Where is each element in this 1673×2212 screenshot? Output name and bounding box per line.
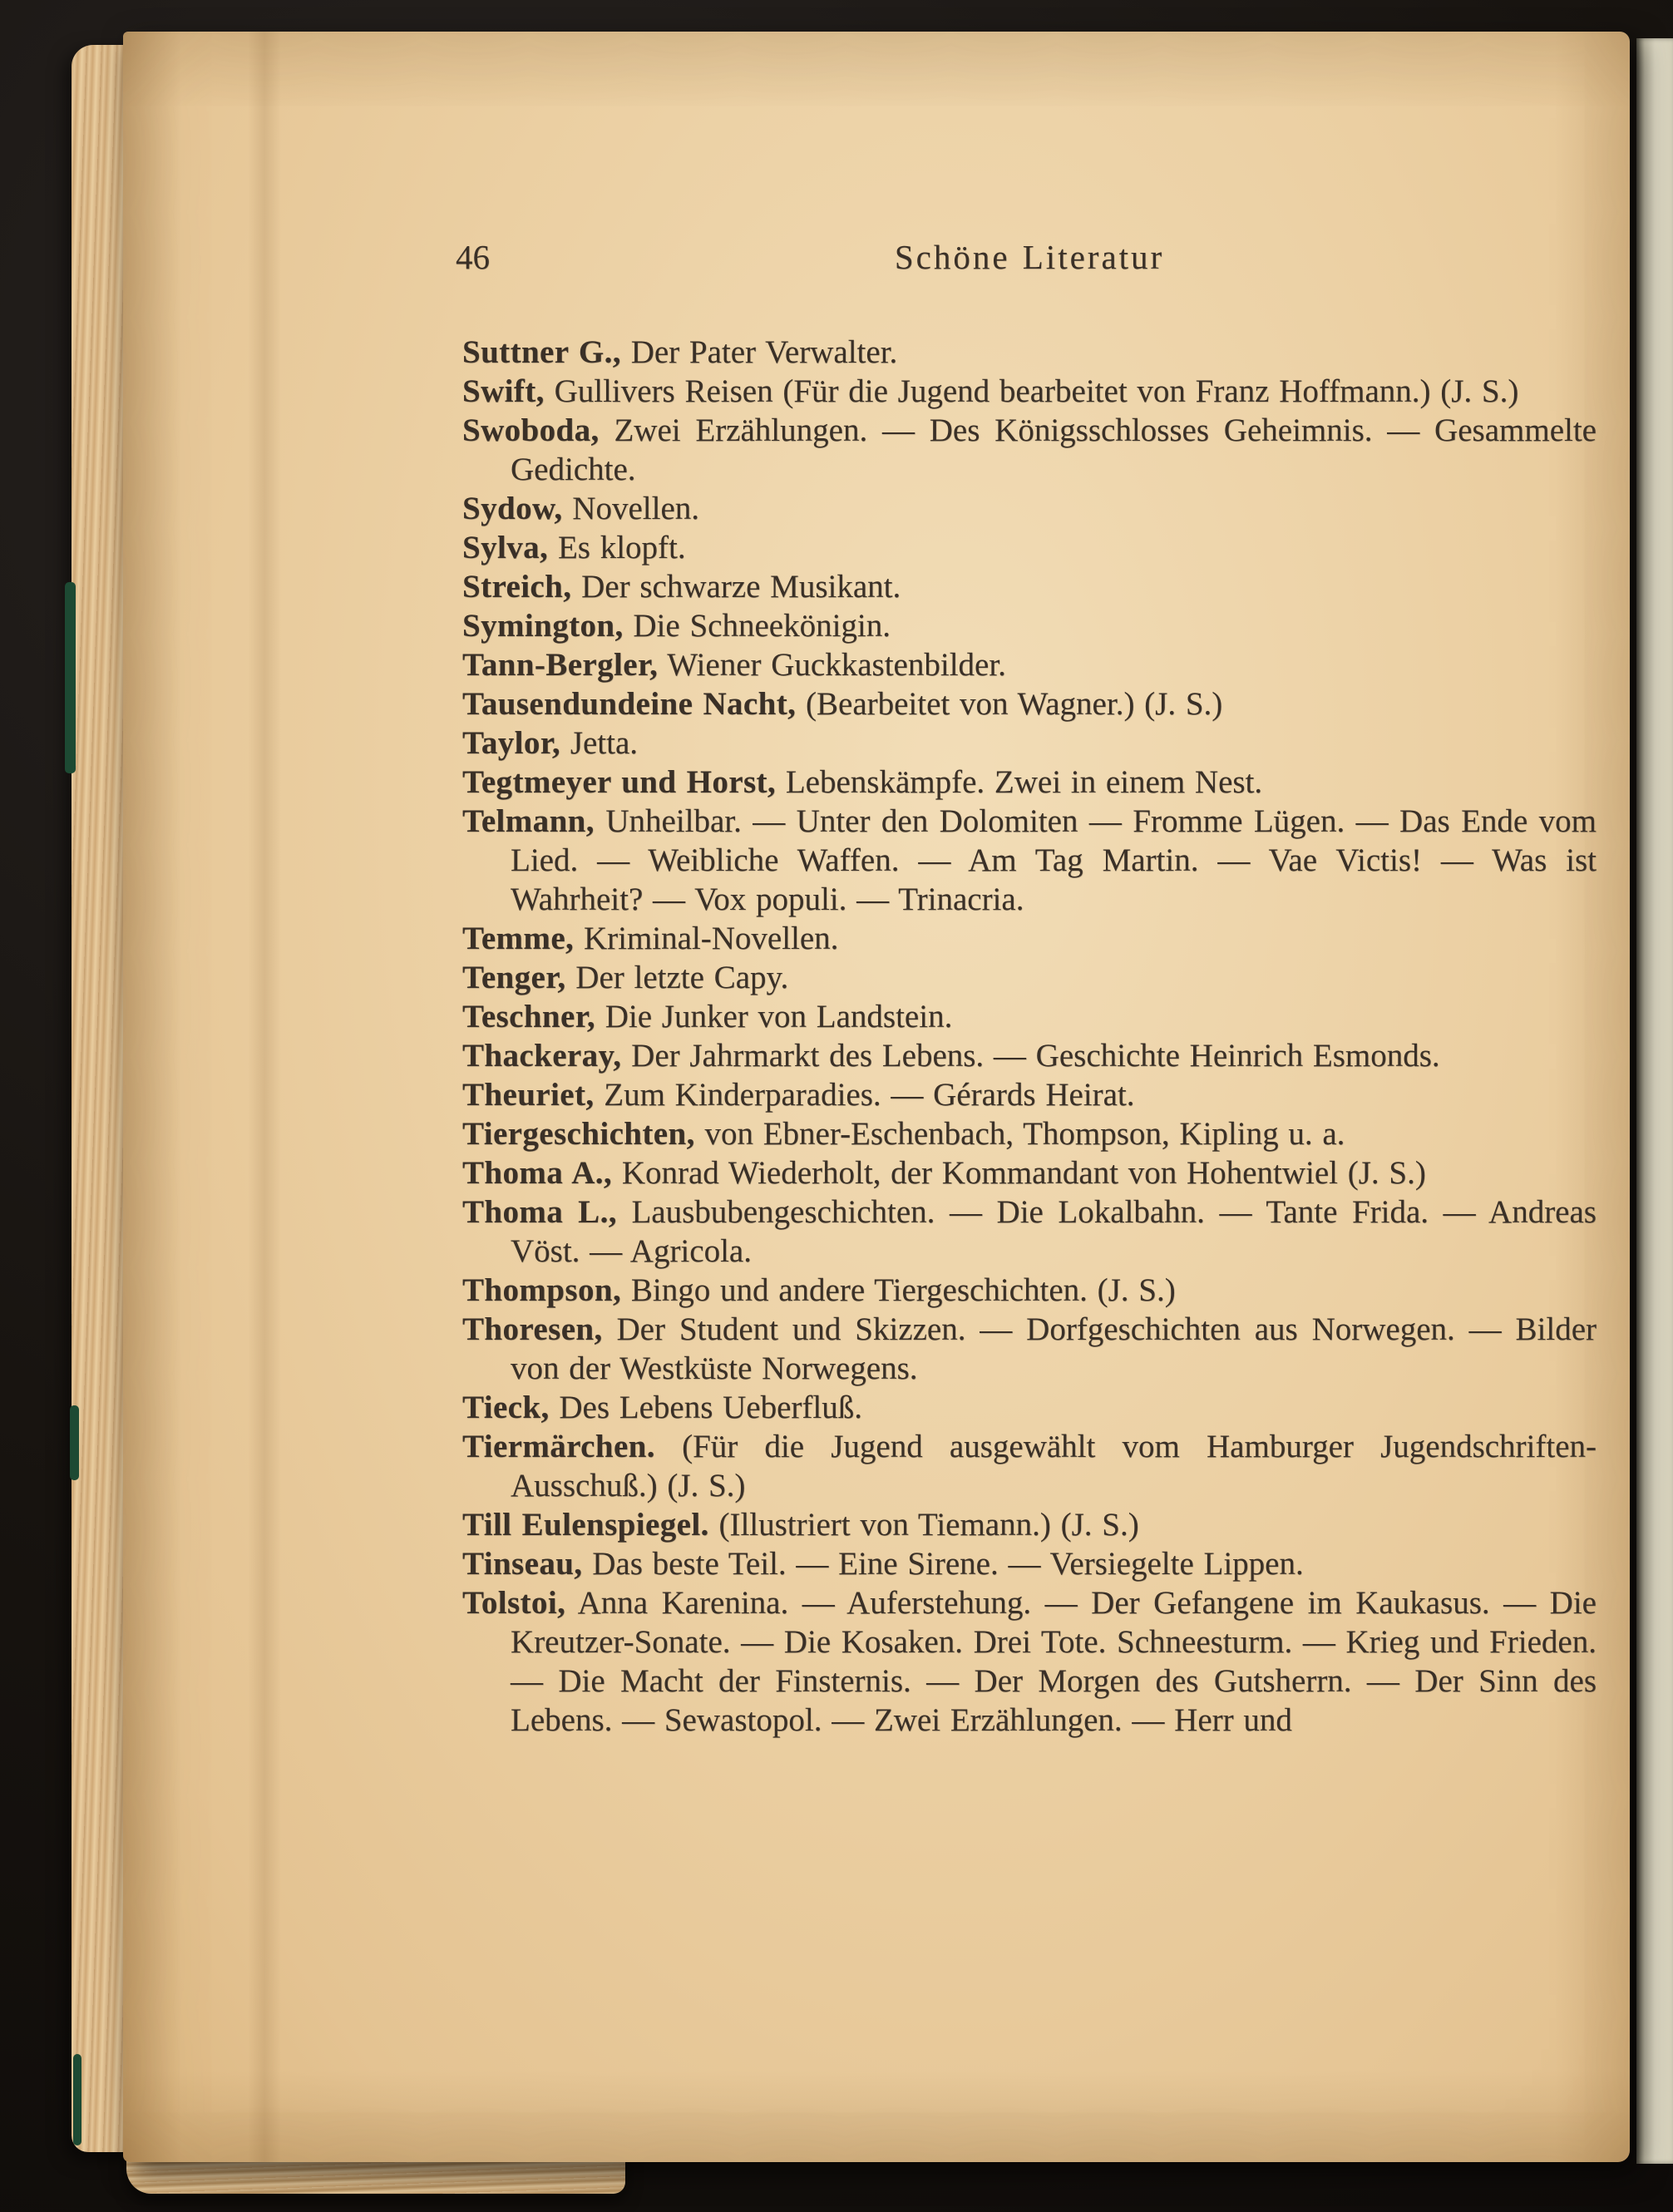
entry-author: Tenger, [462,960,566,995]
entry-author: Temme, [462,921,575,956]
entry-titles: von Ebner-Eschenbach, Thompson, Kipling u. a. [694,1116,1345,1152]
catalog-entry [462,1271,1597,1310]
catalog-entry [462,1153,1597,1192]
entry-titles: (Illustriert von Tiemann.) (J. S.) [708,1507,1139,1543]
catalog-entry [462,1075,1597,1114]
entry-author: Tegtmeyer und Horst, [462,764,777,800]
entry-titles: Jetta. [560,725,639,761]
entry-titles: Der letzte Capy. [565,960,789,995]
entry-author: Tann-Bergler, [462,647,659,683]
entry-titles: Lausbubengeschichten. — Die Lokalbahn. — Tante Frida. — Andreas Vöst. — Agricola. [511,1194,1597,1269]
book-cover-edge [70,1405,79,1480]
page-header [456,238,1597,281]
entry-author: Thompson, [462,1272,622,1308]
entry-titles: Wiener Guckkastenbilder. [658,647,1006,683]
entry-titles: Lebenskämpfe. Zwei in einem Nest. [776,764,1263,800]
catalog-entry [462,1388,1597,1427]
catalog-entry [462,1310,1597,1388]
entry-author: Suttner G., [462,334,621,370]
catalog-entry [462,411,1597,489]
catalog-entry [462,1036,1597,1075]
entry-titles: Das beste Teil. — Eine Sirene. — Versiegelte Lippen. [582,1546,1304,1582]
entry-author: Tinseau, [462,1546,583,1582]
catalog-entry [462,1583,1597,1740]
catalog-entry [462,489,1597,528]
entry-author: Tiermärchen. [462,1429,655,1464]
catalog-entry [462,333,1597,372]
page-crease [248,32,281,2162]
entry-author: Tausendundeine Nacht, [462,686,797,722]
entry-author: Thoresen, [462,1311,603,1347]
catalog-entry [462,723,1597,763]
entry-titles: Unheilbar. — Unter den Dolomiten — Fromme Lügen. — Das Ende vom Lied. — Weibliche Waffen. — Am Tag Martin. — Vae Victis! — Was ist Wahrheit? — Vox populi. — Trinacria. [511,803,1597,917]
entry-titles: Kriminal-Novellen. [574,921,839,956]
entry-titles: Novellen. [562,491,700,526]
page-text-column [456,238,1597,1740]
entry-author: Thackeray, [462,1038,622,1074]
entry-author: Tieck, [462,1390,550,1425]
entry-author: Streich, [462,569,572,605]
running-header: Schöne Literatur [894,238,1165,276]
entry-author: Taylor, [462,725,561,761]
entry-author: Thoma L., [462,1194,617,1230]
catalog-entry [462,684,1597,723]
entry-author: Teschner, [462,999,595,1034]
catalog-entry [462,1544,1597,1583]
catalog-entry [462,1114,1597,1153]
entry-titles: Bingo und andere Tiergeschichten. (J. S.) [621,1272,1176,1308]
entry-author: Till Eulenspiegel. [462,1507,709,1543]
entry-titles: Der Jahrmarkt des Lebens. — Geschichte Heinrich Esmonds. [621,1038,1440,1074]
entry-titles: Des Lebens Ueberfluß. [549,1390,862,1425]
entry-author: Thoma A., [462,1155,613,1191]
book-page [123,32,1630,2162]
entry-titles: (Bearbeitet von Wagner.) (J. S.) [796,686,1223,722]
catalog-entry [462,1192,1597,1271]
entry-titles: Es klopft. [548,530,686,565]
entry-author: Tolstoi, [462,1585,566,1621]
entry-titles: Der schwarze Musikant. [571,569,901,605]
entry-titles: Anna Karenina. — Auferstehung. — Der Gefangene im Kaukasus. — Die Kreutzer-Sonate. — Die Kosaken. Drei Tote. Schneesturm. — Krieg und Frieden. — Die Macht der Finsternis. — Der Morgen des Gutsherrn. — Der Sinn des Lebens. — Sewastopol. — Zwei Erzählungen. — Herr und [511,1585,1597,1738]
catalog-entry [462,1505,1597,1544]
entry-titles: (Für die Jugend ausgewählt vom Hamburger Jugendschriften-Ausschuß.) (J. S.) [511,1429,1597,1503]
page-number: 46 [456,238,490,276]
catalog-entry [462,645,1597,684]
entry-titles: Die Junker von Landstein. [595,999,953,1034]
entry-author: Swoboda, [462,412,600,448]
entry-author: Symington, [462,608,624,644]
catalog-entry [462,802,1597,919]
book-cover-edge [73,2054,81,2145]
catalog-entry [462,567,1597,606]
entry-author: Theuriet, [462,1077,595,1113]
entry-titles: Zum Kinderparadies. — Gérards Heirat. [594,1077,1135,1113]
catalog-entry [462,958,1597,997]
entry-author: Tiergeschichten, [462,1116,695,1152]
entry-titles: Der Pater Verwalter. [620,334,898,370]
entry-author: Swift, [462,373,545,409]
entry-author: Telmann, [462,803,595,839]
catalog-entry [462,919,1597,958]
entry-list [462,333,1597,1740]
catalog-entry [462,606,1597,645]
entry-author: Sydow, [462,491,563,526]
entry-titles: Gullivers Reisen (Für die Jugend bearbeitet von Franz Hoffmann.) (J. S.) [544,373,1519,409]
entry-titles: Die Schneekönigin. [623,608,891,644]
catalog-entry [462,528,1597,567]
entry-titles: Zwei Erzählungen. — Des Königsschlosses Geheimnis. — Gesammelte Gedichte. [511,412,1597,487]
next-page-edge [1636,38,1673,2164]
catalog-entry [462,997,1597,1036]
catalog-entry [462,372,1597,411]
entry-author: Sylva, [462,530,549,565]
catalog-entry [462,763,1597,802]
entry-titles: Konrad Wiederholt, der Kommandant von Hohentwiel (J. S.) [612,1155,1426,1191]
book-cover-edge [65,582,76,773]
catalog-entry [462,1427,1597,1505]
entry-titles: Der Student und Skizzen. — Dorfgeschichten aus Norwegen. — Bilder von der Westküste Norwegens. [511,1311,1597,1386]
